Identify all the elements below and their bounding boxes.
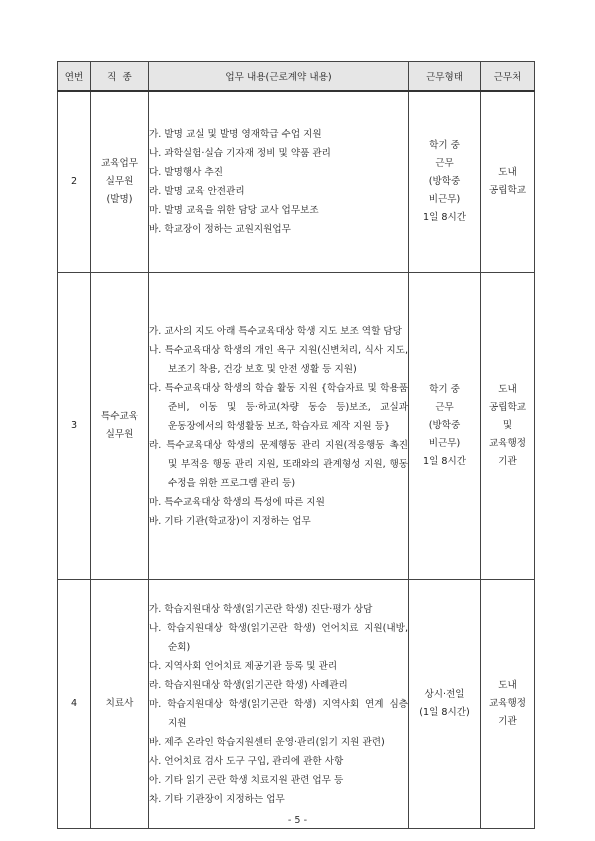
header-work-type: 근무형태	[409, 62, 481, 92]
workplace: 도내 공립학교 및 교육행정 기관	[481, 273, 535, 580]
duty-item: 마. 발명 교육을 위한 담당 교사 업무보조	[149, 205, 319, 216]
page-number: - 5 -	[287, 815, 308, 826]
duty-item: 나. 특수교육대상 학생의 개인 욕구 지원(신변처리, 식사 지도, 보조기 착용, 건강 보호 및 안전 생활 등 지원)	[149, 344, 408, 375]
header-no: 연번	[58, 62, 91, 92]
duty-item: 가. 교사의 지도 아래 특수교육대상 학생 지도 보조 역할 담당	[149, 325, 402, 337]
table-row	[58, 273, 535, 580]
row-number: 3	[58, 273, 91, 580]
duty-list	[149, 273, 409, 580]
work-type: 상시·전일 (1일 8시간)	[409, 580, 481, 829]
work-type: 학기 중 근무 (방학중 비근무) 1일 8시간	[409, 91, 481, 273]
duty-item: 마. 학습지원대상 학생(읽기곤란 학생) 지역사회 연계 심층 지원	[149, 698, 408, 729]
duty-item: 다. 지역사회 언어치료 제공기관 등록 및 관리	[149, 660, 338, 672]
duty-item: 라. 특수교육대상 학생의 문제행동 관리 지원(적응행동 촉진 및 부적응 행동 관리 지원, 또래와의 관계형성 지원, 행동 수정을 위한 프로그램 관리 등)	[149, 439, 408, 489]
duty-item: 차. 기타 기관장이 지정하는 업무	[149, 793, 285, 805]
duty-item: 아. 기타 읽기 곤란 학생 치료지원 관련 업무 등	[149, 774, 344, 786]
header-duties: 업무 내용(근로계약 내용)	[149, 62, 409, 92]
job-title: 치료사	[91, 580, 149, 829]
header-workplace: 근무처	[481, 62, 535, 92]
job-duties-table	[57, 61, 535, 829]
duty-item: 바. 제주 온라인 학습지원센터 운영·관리(읽기 지원 관련)	[149, 736, 385, 748]
duty-item: 다. 발명행사 추진	[149, 167, 224, 178]
table-row	[58, 580, 535, 829]
table-row	[58, 91, 535, 273]
duty-item: 가. 발명 교실 및 발명 영재학급 수업 지원	[149, 129, 322, 140]
duty-item: 다. 특수교육대상 학생의 학습 활동 지원 {학습자료 및 학용품 준비, 이동 및 등·하교(차량 동승 등)보조, 교실과 운동장에서의 학생활동 보조, 학습자료 제작 지원 등}	[149, 382, 408, 432]
duty-item: 바. 학교장이 정하는 교원지원업무	[149, 224, 291, 235]
header-job: 직 종	[91, 62, 149, 92]
table-header-row	[58, 62, 535, 92]
row-number: 4	[58, 580, 91, 829]
workplace: 도내 공립학교	[481, 91, 535, 273]
job-title: 교육업무 실무원 (발명)	[91, 91, 149, 273]
duty-item: 나. 학습지원대상 학생(읽기곤란 학생) 언어치료 지원(내방, 순회)	[149, 622, 408, 653]
duty-item: 라. 학습지원대상 학생(읽기곤란 학생) 사례관리	[149, 679, 348, 691]
workplace: 도내 교육행정 기관	[481, 580, 535, 829]
duty-item: 바. 기타 기관(학교장)이 지정하는 업무	[149, 515, 311, 527]
duty-item: 사. 언어치료 검사 도구 구입, 관리에 관한 사항	[149, 755, 344, 767]
job-title: 특수교육 실무원	[91, 273, 149, 580]
duty-list	[149, 580, 409, 829]
duty-item: 가. 학습지원대상 학생(읽기곤란 학생) 진단·평가 상담	[149, 603, 373, 615]
duty-item: 마. 특수교육대상 학생의 특성에 따른 지원	[149, 496, 325, 508]
work-type: 학기 중 근무 (방학중 비근무) 1일 8시간	[409, 273, 481, 580]
duty-item: 라. 발명 교육 안전관리	[149, 186, 245, 197]
duty-item: 나. 과학실험·실습 기자재 정비 및 약품 관리	[149, 148, 331, 159]
duty-list	[149, 91, 409, 273]
row-number: 2	[58, 91, 91, 273]
